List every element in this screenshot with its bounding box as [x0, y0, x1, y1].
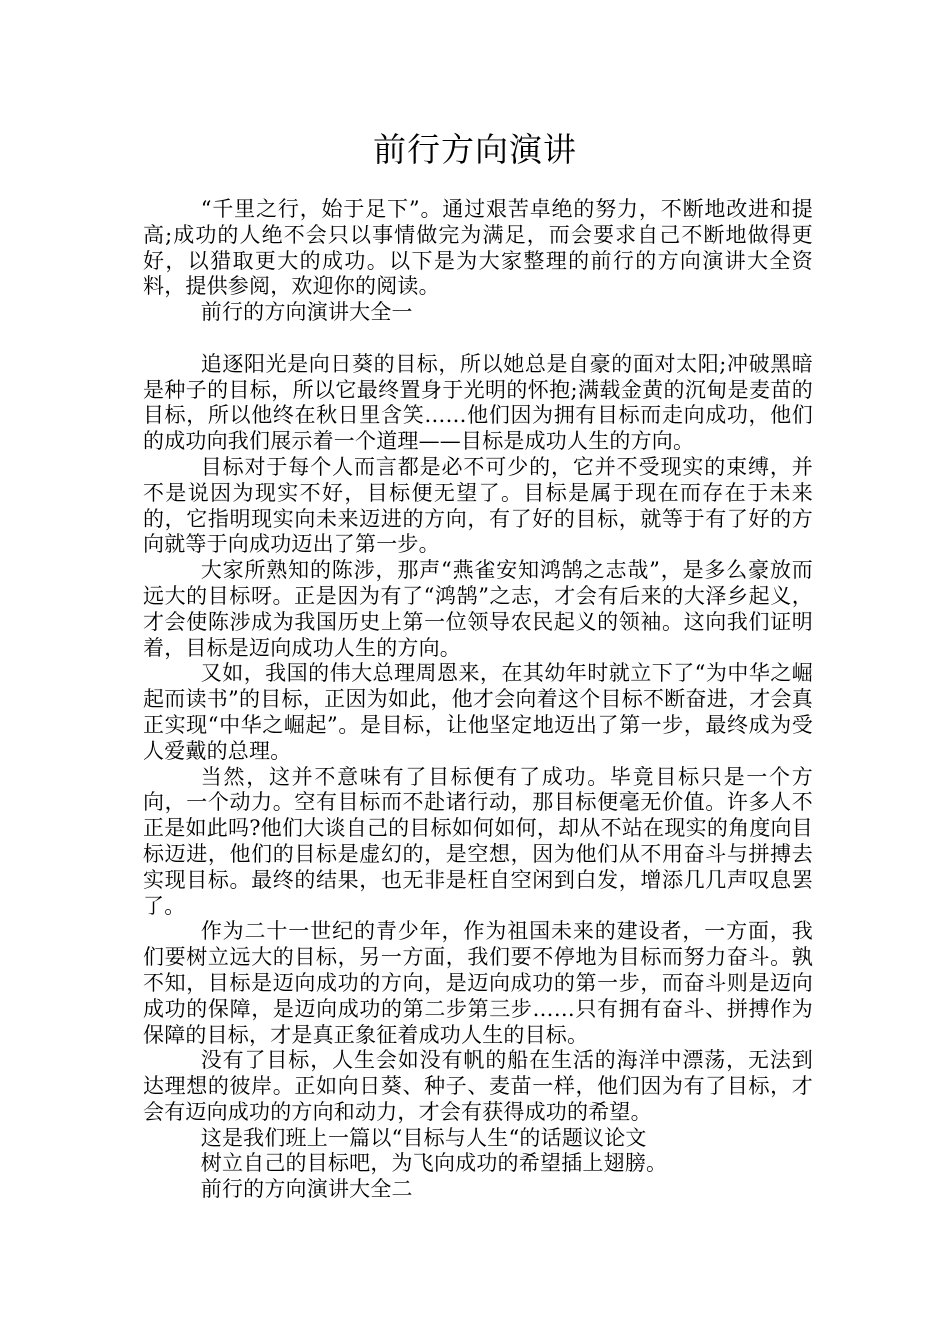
intro-paragraph: “千里之行，始于足下”。通过艰苦卓绝的努力，不断地改进和提高;成功的人绝不会只以事情做完为满足，而会要求自己不断地做得更好，以猎取更大的成功。以下是为大家整理的前行的方向演讲大全资料，提供参阅，欢迎你的阅读。: [143, 197, 813, 299]
body-paragraph: 作为二十一世纪的青少年，作为祖国未来的建设者，一方面，我们要树立远大的目标，另一方面，我们要不停地为目标而努力奋斗。孰不知，目标是迈向成功的方向，是迈向成功的第一步，而奋斗则是迈向成功的保障，是迈向成功的第二步第三步……只有拥有奋斗、拼搏作为保障的目标，才是真正象征着成功人生的目标。: [143, 919, 813, 1047]
document-body: [143, 197, 813, 1203]
body-paragraph: 没有了目标，人生会如没有帆的船在生活的海洋中漂荡，无法到达理想的彼岸。正如向日葵、种子、麦苗一样，他们因为有了目标，才会有迈向成功的方向和动力，才会有获得成功的希望。: [143, 1048, 813, 1124]
body-paragraph: 又如，我国的伟大总理周恩来，在其幼年时就立下了“为中华之崛起而读书”的目标，正因为如此，他才会向着这个目标不断奋进，才会真正实现“中华之崛起”。是目标，让他坚定地迈出了第一步，最终成为受人爱戴的总理。: [143, 661, 813, 763]
body-paragraph: 当然，这并不意味有了目标便有了成功。毕竟目标只是一个方向，一个动力。空有目标而不赴诸行动，那目标便毫无价值。许多人不正是如此吗?他们大谈自己的目标如何如何，却从不站在现实的角度向目标迈进，他们的目标是虚幻的，是空想，因为他们从不用奋斗与拼搏去实现目标。最终的结果，也无非是枉自空闲到白发，增添几几声叹息罢了。: [143, 764, 813, 918]
body-paragraph: 大家所熟知的陈涉，那声“燕雀安知鸿鹄之志哉”，是多么豪放而远大的目标呀。正是因为有了“鸿鹄”之志，才会有后来的大泽乡起义，才会使陈涉成为我国历史上第一位领导农民起义的领袖。这向我们证明着，目标是迈向成功人生的方向。: [143, 558, 813, 660]
body-paragraph: 这是我们班上一篇以“目标与人生“的话题议论文: [200, 1125, 647, 1150]
section-heading-one: 前行的方向演讲大全一: [200, 300, 413, 325]
body-paragraph: 树立自己的目标吧，为飞向成功的希望插上翅膀。: [200, 1151, 668, 1176]
blank-line: [143, 326, 813, 352]
body-paragraph: 追逐阳光是向日葵的目标，所以她总是自豪的面对太阳;冲破黑暗是种子的目标，所以它最终置身于光明的怀抱;满载金黄的沉甸是麦苗的目标，所以他终在秋日里含笑……他们因为拥有目标而走向成功，他们的成功向我们展示着一个道理——目标是成功人生的方向。: [143, 351, 813, 454]
document-title: 前行方向演讲: [373, 130, 577, 169]
body-paragraph: 目标对于每个人而言都是必不可少的，它并不受现实的束缚，并不是说因为现实不好，目标便无望了。目标是属于现在而存在于未来的，它指明现实向未来迈进的方向，有了好的目标，就等于有了好的方向就等于向成功迈出了第一步。: [143, 454, 813, 557]
section-heading-two: 前行的方向演讲大全二: [200, 1177, 413, 1202]
